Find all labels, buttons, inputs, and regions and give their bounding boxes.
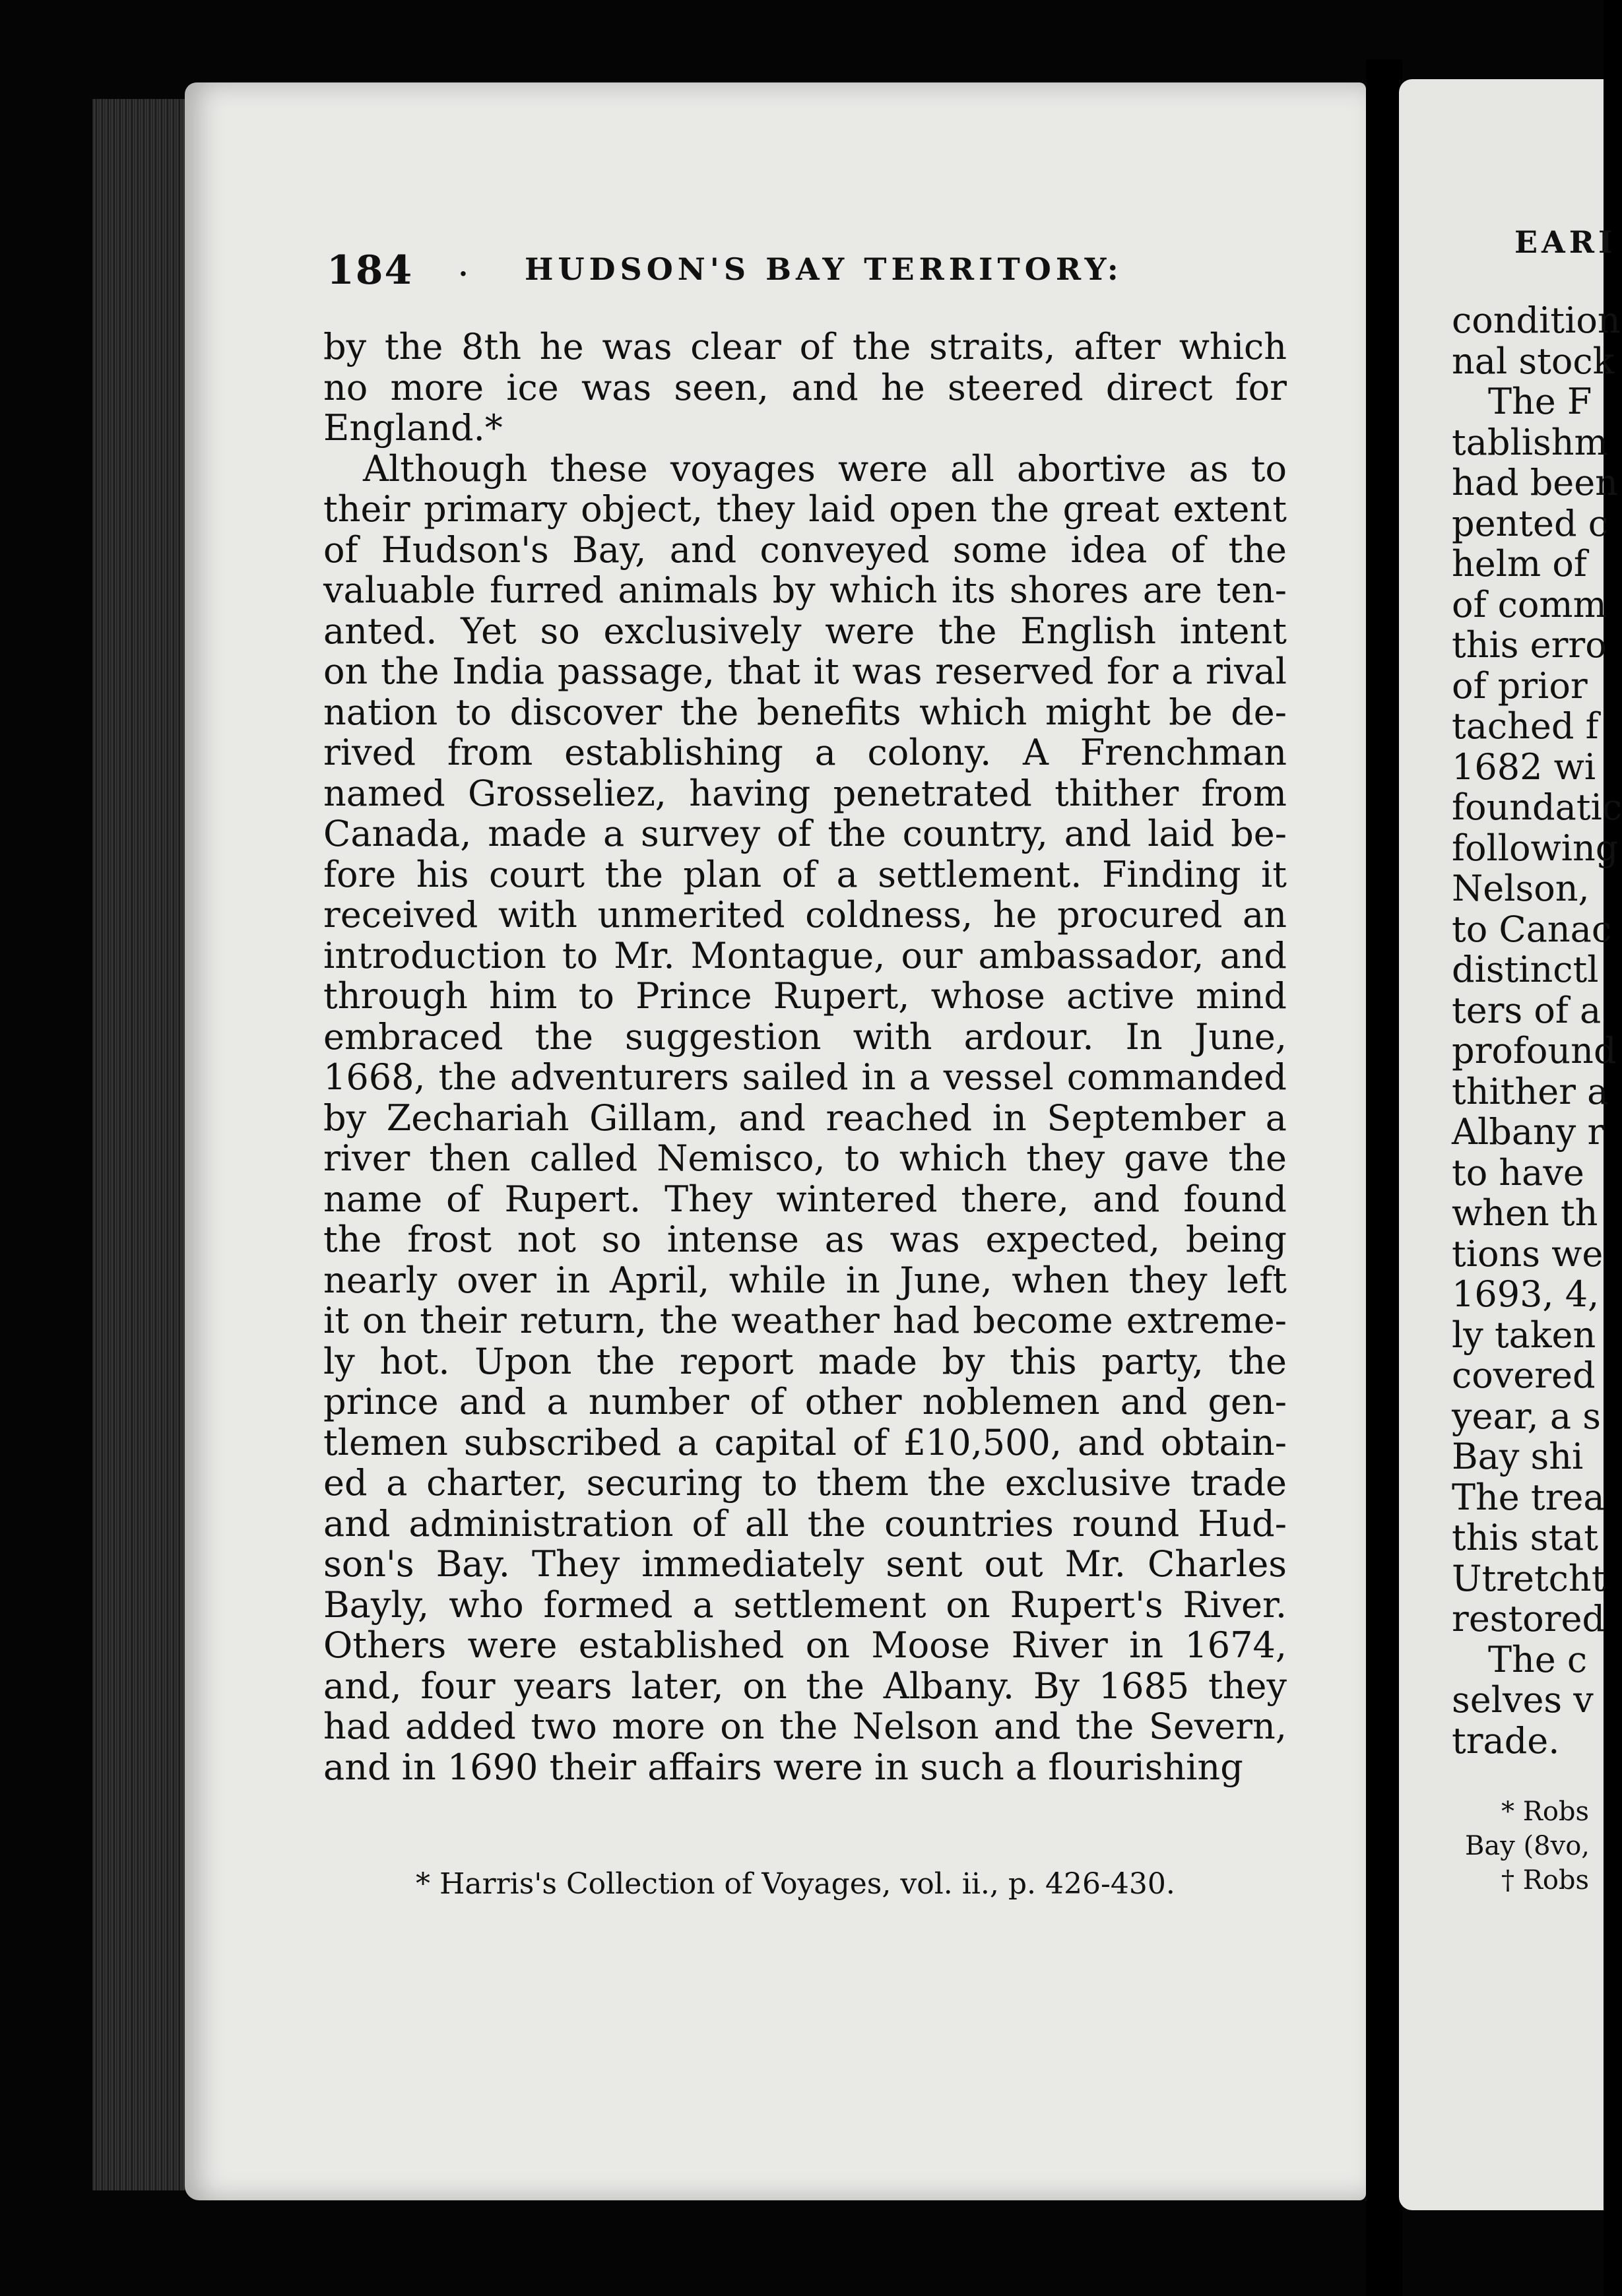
running-head <box>327 247 1290 300</box>
right-text-line: pented c <box>1452 502 1608 544</box>
right-text-line: restored <box>1452 1598 1606 1640</box>
text-line: Although these voyages were all abortive as to <box>363 447 1287 490</box>
right-text-line: to Canac <box>1452 908 1612 950</box>
right-text-line: Utretcht <box>1452 1557 1606 1599</box>
right-text-line: selves v <box>1452 1679 1594 1721</box>
text-line: Others were established on Moose River in 1674, <box>323 1624 1287 1666</box>
text-line: Bayly, who formed a settlement on Rupert's River. <box>323 1583 1287 1626</box>
text-line: and, four years later, on the Albany. By 1685 they <box>323 1665 1287 1707</box>
text-line: nation to discover the benefits which might be de- <box>323 691 1287 733</box>
right-text-line: Bay shi <box>1452 1436 1584 1477</box>
right-text-line: helm of <box>1452 543 1587 585</box>
right-text-line: following <box>1452 827 1619 869</box>
right-text-line: tached f <box>1452 705 1599 747</box>
text-line: son's Bay. They immediately sent out Mr. Charles <box>323 1543 1287 1585</box>
right-footnote-line: Bay (8vo, <box>1465 1831 1590 1861</box>
text-line: fore his court the plan of a settlement. Finding it <box>323 853 1287 895</box>
text-line: valuable furred animals by which its shores are ten- <box>323 569 1287 611</box>
right-text-line: The c <box>1488 1638 1588 1680</box>
text-line: rived from establishing a colony. A Frenchman <box>323 732 1287 773</box>
text-line: introduction to Mr. Montague, our ambassador, and <box>323 934 1287 976</box>
right-text-line: of prior <box>1452 664 1588 707</box>
text-line: on the India passage, that it was reserved for a rival <box>323 651 1287 692</box>
right-text-line: of comm <box>1452 583 1607 625</box>
right-text-line: distinctl <box>1452 949 1599 990</box>
text-line: had added two more on the Nelson and the Severn, <box>323 1706 1287 1747</box>
right-text-line: tions we <box>1452 1232 1604 1275</box>
right-footnote-line: † Robs <box>1501 1865 1590 1896</box>
text-line: embraced the suggestion with ardour. In June, <box>323 1015 1287 1058</box>
right-text-line: condition <box>1452 300 1621 341</box>
text-line: tlemen subscribed a capital of £10,500, and obtain- <box>323 1421 1287 1463</box>
text-line: 1668, the adventurers sailed in a vessel commanded <box>323 1056 1287 1098</box>
text-line: ed a charter, securing to them the exclusive trade <box>323 1462 1287 1504</box>
right-text-line: when th <box>1452 1192 1598 1234</box>
text-line: anted. Yet so exclusively were the English intent <box>323 610 1287 652</box>
right-body-text <box>1452 300 1622 1762</box>
text-line: river then called Nemisco, to which they gave the <box>323 1137 1287 1179</box>
footnote: * Harris's Collection of Voyages, vol. ii., p. 426-430. <box>416 1867 1175 1901</box>
right-text-line: The trea <box>1452 1476 1605 1518</box>
right-text-line: The F <box>1488 381 1592 422</box>
right-text-line: year, a s <box>1452 1395 1601 1437</box>
right-text-line: Albany r <box>1452 1111 1605 1153</box>
right-text-line: thither a <box>1452 1070 1609 1112</box>
right-text-line: ly taken <box>1452 1314 1596 1356</box>
text-line: the frost not so intense as was expected, being <box>323 1219 1287 1260</box>
right-text-line: tablishm <box>1452 421 1608 463</box>
text-line: nearly over in April, while in June, when they left <box>323 1259 1287 1301</box>
right-text-line: had been <box>1452 462 1618 503</box>
right-footnotes <box>1465 1795 1604 1897</box>
right-text-line: Nelson, <box>1452 868 1590 909</box>
right-text-line: 1682 wi <box>1452 746 1596 788</box>
right-text-line: ters of a <box>1452 989 1602 1031</box>
right-text-line: this erro <box>1452 624 1607 666</box>
text-line: Canada, made a survey of the country, and laid be- <box>323 813 1287 854</box>
text-line: by Zechariah Gillam, and reached in September a <box>323 1097 1287 1139</box>
right-text-line: foundatic <box>1452 786 1622 828</box>
book-spine <box>1366 59 1402 2296</box>
text-line: and in 1690 their affairs were in such a flourishing <box>323 1746 1243 1788</box>
text-line: no more ice was seen, and he steered direct for <box>323 366 1287 408</box>
right-footnote-line: * Robs <box>1501 1797 1590 1827</box>
body-text <box>323 327 1287 1787</box>
head-separator: . <box>459 251 472 282</box>
right-text-line: covered <box>1452 1355 1596 1396</box>
text-line: ly hot. Upon the report made by this party, the <box>323 1340 1287 1382</box>
text-line: and administration of all the countries round Hud- <box>323 1502 1287 1545</box>
right-text-line: trade. <box>1452 1719 1560 1762</box>
running-head-title: HUDSON'S BAY TERRITORY: <box>525 251 1123 287</box>
text-line: of Hudson's Bay, and conveyed some idea of the <box>323 528 1287 571</box>
page-number: 184 <box>327 247 414 294</box>
text-line: named Grosseliez, having penetrated thither from <box>323 772 1287 814</box>
page-edges <box>92 99 191 2190</box>
text-line: prince and a number of other noblemen and gen- <box>323 1381 1287 1422</box>
right-text-line: 1693, 4, <box>1452 1273 1600 1315</box>
text-line: their primary object, they laid open the great extent <box>323 488 1287 530</box>
right-text-line: to have <box>1452 1151 1584 1194</box>
text-line: England.* <box>323 407 503 449</box>
right-text-line: profound <box>1452 1030 1617 1071</box>
text-line: through him to Prince Rupert, whose active mind <box>323 975 1287 1017</box>
right-text-line: this stat <box>1452 1517 1598 1558</box>
text-line: received with unmerited coldness, he procured an <box>323 894 1287 936</box>
right-text-line: nal stock <box>1452 340 1615 382</box>
right-running-head: EARI <box>1514 224 1617 260</box>
text-line: name of Rupert. They wintered there, and found <box>323 1178 1287 1220</box>
text-line: by the 8th he was clear of the straits, after which <box>323 326 1287 367</box>
text-line: it on their return, the weather had become extreme- <box>323 1300 1287 1341</box>
